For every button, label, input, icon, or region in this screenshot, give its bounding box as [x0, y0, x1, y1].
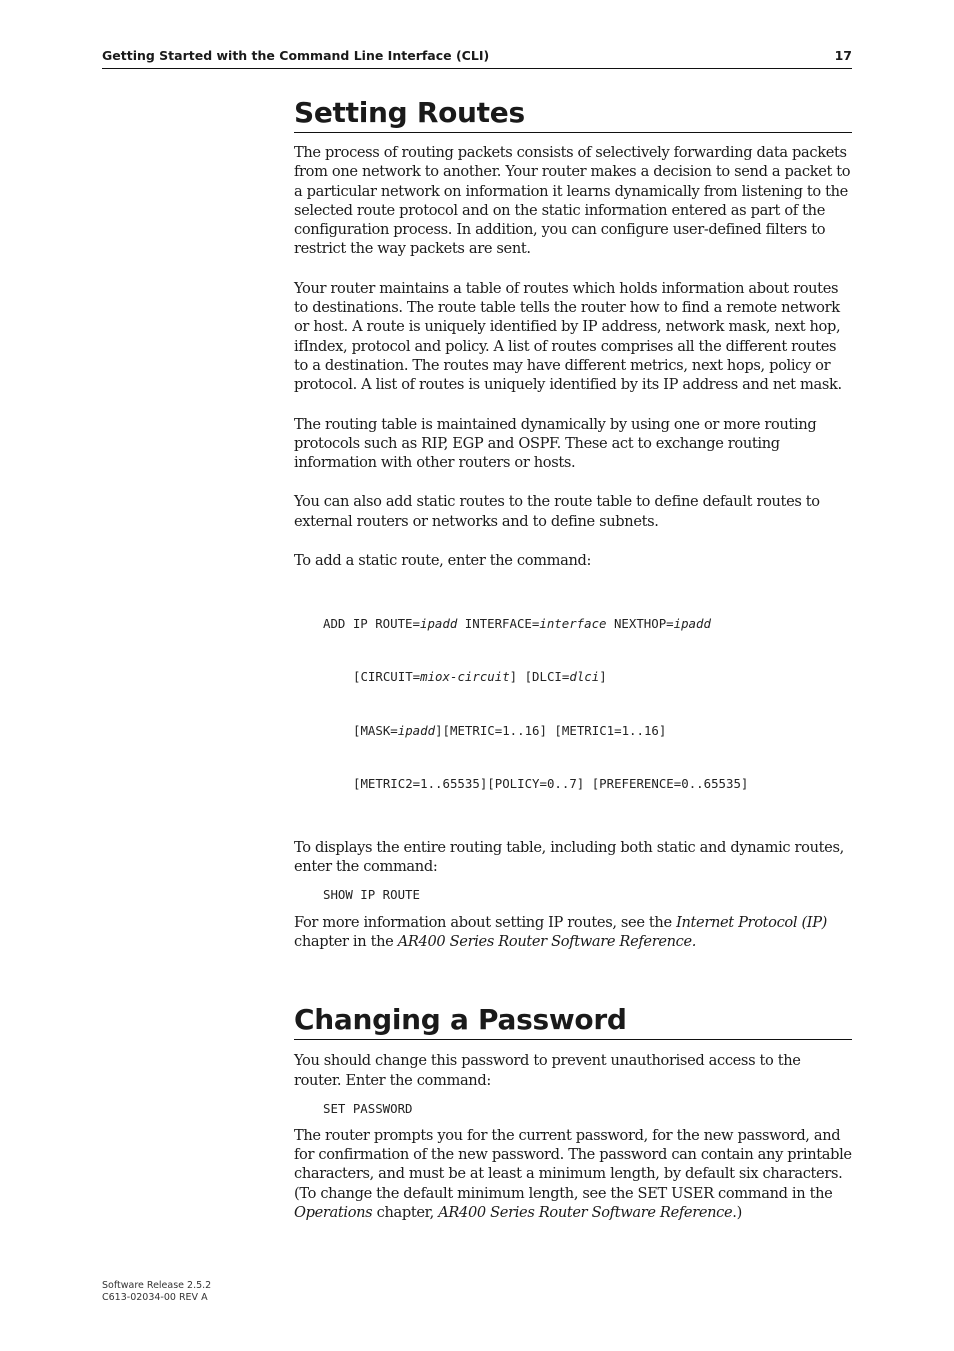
command-line: ADD IP ROUTE=ipadd INTERFACE=interface NEXTHOP=ipadd [323, 615, 711, 631]
command-line: [METRIC2=1..65535][POLICY=0..7] [PREFERENCE=0..65535] [353, 776, 749, 792]
running-header [102, 48, 852, 69]
paragraph: To add a static route, enter the command: [294, 552, 592, 570]
main-content [294, 96, 852, 1222]
paragraph: Your router maintains a table of routes which holds information about routes to destinations. The route table tells the router how to find a remote network or host. A route is uniquely identified by IP address, network mask, next hop, ifIndex, protocol and policy. A list of routes comprises all the different routes to a destination. The routes may have different metrics, next hops, policy or protocol. A list of routes is uniquely identified by its IP address and net mask. [294, 279, 842, 394]
reference-link-text: Internet Protocol (IP) [676, 913, 828, 931]
command-add-ip-route [323, 579, 852, 828]
paragraph: To displays the entire routing table, including both static and dynamic routes, enter the command: [294, 838, 844, 875]
command-line: [MASK=ipadd][METRIC=1..16] [METRIC1=1..16] [353, 722, 667, 738]
section-title-changing-password: Changing a Password [294, 1003, 852, 1040]
reference-book-title: AR400 Series Router Software Reference. [397, 933, 697, 951]
page-footer [102, 1280, 211, 1304]
document-code: C613-02034-00 REV A [102, 1292, 208, 1303]
reference-book-title: AR400 Series Router Software Reference [438, 1204, 733, 1222]
paragraph: You should change this password to prevent unauthorised access to the router. Enter the command: [294, 1052, 801, 1089]
section-title-setting-routes: Setting Routes [294, 96, 852, 133]
header-title: Getting Started with the Command Line Interface (CLI) [102, 48, 490, 63]
paragraph: The routing table is maintained dynamically by using one or more routing protocols such as RIP, EGP and OSPF. These act to exchange routing information with other routers or hosts. [294, 415, 817, 472]
software-release: Software Release 2.5.2 [102, 1280, 212, 1291]
paragraph: For more information about setting IP routes, see the Internet Protocol (IP) chapter in the AR400 Series Router Software Reference. [294, 913, 828, 951]
command-line: [CIRCUIT=miox-circuit] [DLCI=dlci] [353, 669, 607, 685]
page-number: 17 [834, 48, 852, 63]
paragraph: The router prompts you for the current password, for the new password, and for confirmation of the new password. The password can contain any printable characters, and must be at least a minimum length, by default six characters. (To change the default minimum length, see the SET USER command in the Operations chapter, AR400 Series Router Software Reference.) [294, 1126, 852, 1222]
paragraph: You can also add static routes to the route table to define default routes to external routers or networks and to define subnets. [294, 493, 820, 530]
paragraph: The process of routing packets consists of selectively forwarding data packets from one network to another. Your router makes a decision to send a packet to a particular network on information it learns dynamically from listening to the selected route protocol and on the static information entered as part of the configuration process. In addition, you can configure user-defined filters to restrict the way packets are sent. [294, 144, 851, 258]
command-show-ip-route: SHOW IP ROUTE [323, 887, 420, 903]
command-set-password: SET PASSWORD [323, 1101, 413, 1117]
